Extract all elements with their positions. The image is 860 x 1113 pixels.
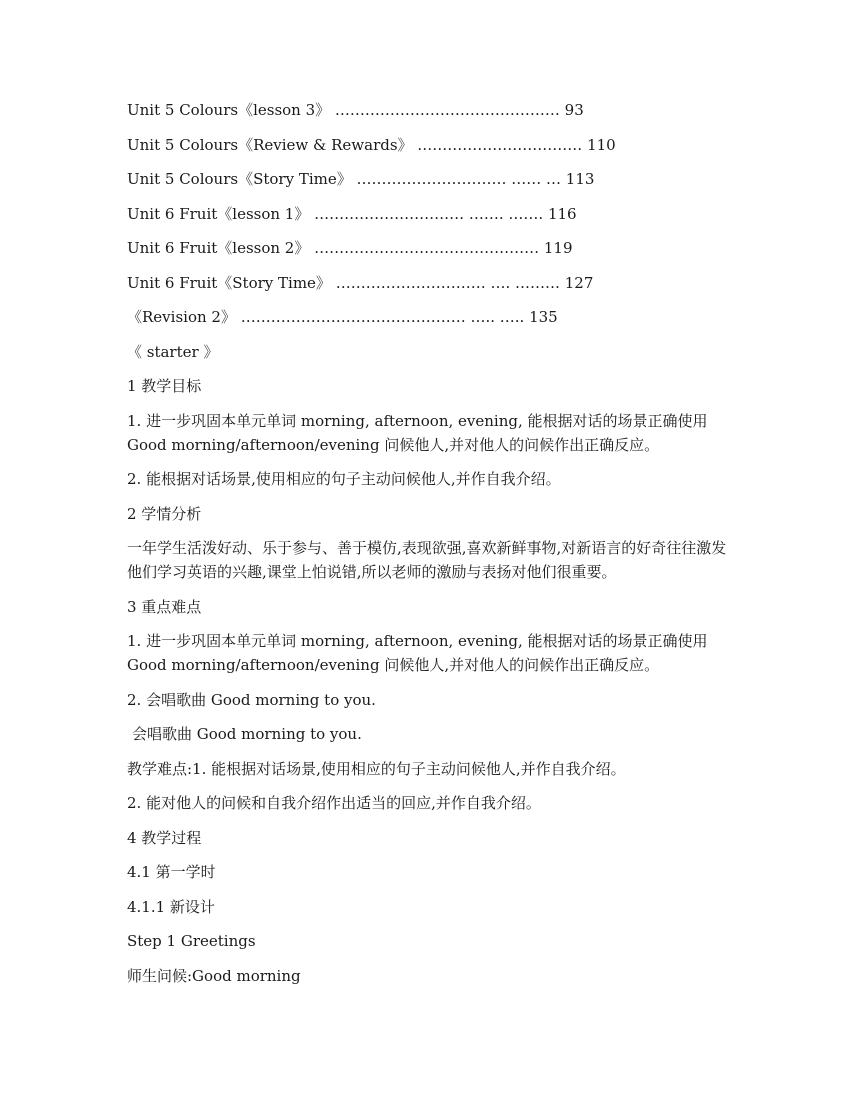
document-page: [127, 98, 737, 998]
heading-teaching-process: 4 教学过程: [127, 828, 202, 847]
toc-entry[interactable]: Unit 5 Colours《lesson 3》 ……………………………………… 93: [127, 101, 584, 119]
toc-entry[interactable]: Unit 6 Fruit《lesson 1》 ………………………… ……. ……. 116: [127, 204, 577, 223]
section-title-starter: 《 starter 》: [127, 342, 219, 361]
toc-entry[interactable]: Unit 6 Fruit《Story Time》 ………………………… …. ……… 127: [127, 273, 594, 292]
toc-entry[interactable]: Unit 5 Colours《Story Time》 ………………………… …… … 113: [127, 170, 595, 188]
paragraph-key-point-2: 2. 会唱歌曲 Good morning to you.: [127, 690, 376, 709]
paragraph-difficulty-2: 2. 能对他人的问候和自我介绍作出适当的回应,并作自我介绍。: [127, 794, 541, 812]
paragraph-difficulty-1: 教学难点:1. 能根据对话场景,使用相应的句子主动问候他人,并作自我介绍。: [127, 759, 626, 778]
paragraph-greeting: 师生问候:Good morning: [127, 966, 301, 985]
toc-entry[interactable]: Unit 6 Fruit《lesson 2》 ……………………………………… 119: [127, 239, 573, 257]
paragraph-goal-1: 1. 进一步巩固本单元单词 morning, afternoon, evening, 能根据对话的场景正确使用 Good morning/afternoon/evening 问候他人,并对他人的问候作出正确反应。: [127, 411, 708, 454]
heading-key-points: 3 重点难点: [127, 597, 202, 616]
heading-new-design: 4.1.1 新设计: [127, 897, 215, 916]
toc-entry[interactable]: 《Revision 2》 ……………………………………… ….. ….. 135: [127, 308, 558, 326]
heading-teaching-goals: 1 教学目标: [127, 377, 202, 395]
heading-step-1: Step 1 Greetings: [127, 932, 256, 950]
paragraph-song: 会唱歌曲 Good morning to you.: [132, 725, 362, 743]
heading-student-analysis: 2 学情分析: [127, 504, 202, 523]
paragraph-goal-2: 2. 能根据对话场景,使用相应的句子主动问候他人,并作自我介绍。: [127, 470, 561, 488]
paragraph-key-point-1: 1. 进一步巩固本单元单词 morning, afternoon, evening, 能根据对话的场景正确使用 Good morning/afternoon/evening 问候他人,并对他人的问候作出正确反应。: [127, 632, 708, 674]
paragraph-student-analysis: 一年学生活泼好动、乐于参与、善于模仿,表现欲强,喜欢新鲜事物,对新语言的好奇往往激发他们学习英语的兴趣,课堂上怕说错,所以老师的激励与表扬对他们很重要。: [127, 539, 727, 581]
toc-entry[interactable]: Unit 5 Colours《Review & Rewards》 …………………………… 110: [127, 135, 616, 154]
heading-first-lesson: 4.1 第一学时: [127, 863, 216, 881]
